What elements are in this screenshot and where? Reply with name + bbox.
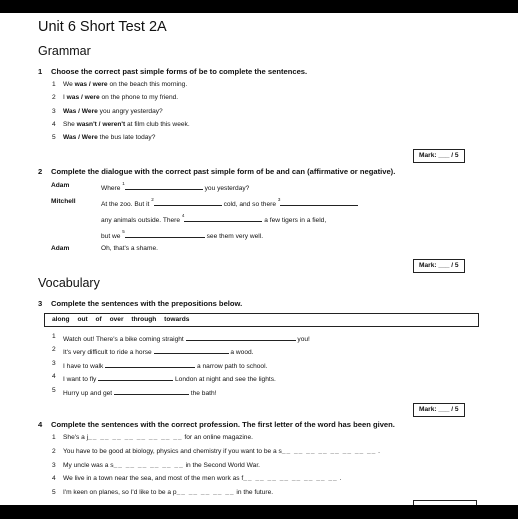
answer-blank[interactable] [154, 346, 229, 354]
choice-options[interactable]: was / were [74, 81, 108, 88]
item-number: 3 [52, 107, 56, 115]
item-number: 4 [52, 475, 56, 483]
q1-sentence [63, 134, 155, 141]
letter-blanks[interactable]: __ __ __ __ __ [176, 489, 235, 497]
item-number: 4 [52, 373, 56, 381]
question-1-mark-box: Mark: ___ / 5 [413, 149, 465, 163]
item-number: 5 [52, 386, 56, 394]
dialogue-text: cold, and so there [221, 201, 278, 208]
choice-options[interactable]: Was / Were [63, 107, 98, 115]
word-along: along [52, 316, 70, 323]
dialogue-line-3 [101, 214, 326, 224]
item-number: 1 [52, 434, 56, 441]
dialogue-line-4 [101, 230, 263, 240]
sentence-text: the bus late today? [97, 134, 156, 142]
question-3-mark-box: Mark: ___ / 5 [413, 403, 465, 417]
word-over: over [109, 316, 124, 323]
speaker-adam: Adam [51, 245, 70, 252]
item-number: 3 [52, 461, 56, 469]
worksheet-page [0, 13, 518, 505]
choice-options[interactable]: Was / Were [63, 134, 98, 142]
q3-sentence [63, 373, 276, 383]
question-3-number: 3 [38, 299, 43, 308]
choice-options[interactable]: was / were [66, 94, 100, 102]
item-number: 1 [52, 81, 56, 88]
sentence-text: for an online magazine. [182, 434, 253, 441]
word-through: through [131, 316, 157, 323]
sentence-text: in the Second World War. [183, 461, 260, 469]
question-1-number: 1 [38, 67, 43, 76]
dialogue-line-2 [101, 198, 358, 208]
q4-sentence [63, 489, 273, 496]
gap-number: 2 [151, 197, 154, 202]
q1-sentence [63, 81, 187, 88]
dialogue-line-5: Oh, that's a shame. [101, 245, 158, 252]
sentence-text: She [63, 120, 77, 128]
dialogue-text: any animals outside. There [101, 217, 182, 224]
gap-number: 3 [277, 197, 281, 202]
speaker-adam: Adam [51, 182, 70, 189]
gap-number: 5 [122, 229, 125, 234]
q4-sentence [63, 448, 380, 455]
q3-sentence [63, 333, 310, 343]
sentence-text: She's a j [63, 434, 89, 441]
page-title: Unit 6 Short Test 2A [38, 19, 167, 35]
speaker-mitchell: Mitchell [51, 198, 76, 205]
question-4-instruction: Complete the sentences with the correct profession. The first letter of the word has been given. [51, 420, 395, 429]
item-number: 2 [52, 346, 56, 354]
sentence-text: . [376, 447, 380, 455]
section-grammar-heading: Grammar [38, 44, 91, 58]
sentence-text: I want to fly [63, 376, 99, 384]
answer-blank[interactable] [114, 387, 189, 395]
sentence-text: You have to be good at biology, physics and chemistry if you want to be a s [63, 447, 282, 455]
sentence-text: We live in a town near the sea, and most of the men work as f [63, 475, 244, 483]
sentence-text: you angry yesterday? [97, 107, 163, 115]
item-number: 5 [52, 134, 56, 142]
sentence-text: I have to walk [63, 362, 106, 370]
question-2-number: 2 [38, 167, 43, 176]
sentence-text: I [63, 94, 67, 102]
answer-blank[interactable] [98, 373, 173, 381]
sentence-text: on the beach this morning. [107, 81, 188, 88]
answer-blank[interactable] [125, 230, 205, 238]
item-number: 3 [52, 359, 56, 367]
dialogue-text: At the zoo. But it [101, 201, 152, 208]
word-box [44, 313, 479, 327]
sentence-text: Hurry up and get [63, 389, 114, 397]
question-4-mark-box-partial [413, 500, 477, 505]
sentence-text: you! [295, 336, 310, 343]
gap-number: 1 [122, 181, 125, 186]
q4-sentence [63, 434, 253, 441]
dialogue-text: you yesterday? [202, 185, 250, 192]
sentence-text: the bath! [188, 389, 217, 397]
letter-blanks[interactable]: __ __ __ __ __ __ [113, 461, 184, 469]
sentence-text: Watch out! There's a bike coming straight [63, 336, 186, 343]
gap-number: 4 [181, 213, 185, 218]
sentence-text: It's very difficult to ride a horse [63, 349, 154, 357]
sentence-text: in the future. [234, 489, 274, 497]
question-2-mark-box: Mark: ___ / 5 [413, 259, 465, 273]
q1-sentence [63, 108, 163, 115]
letter-blanks[interactable]: __ __ __ __ __ __ __ __ [88, 434, 183, 441]
answer-blank[interactable] [105, 360, 195, 368]
q3-sentence [63, 387, 216, 397]
item-number: 4 [52, 120, 56, 128]
letter-blanks[interactable]: __ __ __ __ __ __ __ __ [243, 475, 338, 483]
letter-blanks[interactable]: __ __ __ __ __ __ __ __ [281, 447, 377, 455]
sentence-text: We [63, 81, 75, 88]
sentence-text: . [337, 475, 342, 483]
answer-blank[interactable] [181, 213, 262, 222]
sentence-text: a wood. [228, 349, 254, 357]
question-1-instruction: Choose the correct past simple forms of be to complete the sentences. [51, 67, 308, 76]
dialogue-text: a few tigers in a field, [262, 217, 327, 224]
item-number: 5 [52, 489, 56, 497]
q3-sentence [63, 360, 267, 370]
q1-sentence [63, 94, 178, 101]
sentence-text: at film club this week. [125, 120, 190, 128]
dialogue-line-1 [101, 182, 249, 192]
sentence-text: a narrow path to school. [195, 362, 268, 370]
sentence-text: London at night and see the lights. [173, 376, 276, 384]
question-2-instruction: Complete the dialogue with the correct past simple form of be and can (affirmative or negative). [51, 167, 396, 176]
item-number: 1 [52, 333, 56, 340]
item-number: 2 [52, 94, 56, 102]
q4-sentence [63, 462, 260, 469]
sentence-text: My uncle was a s [63, 461, 114, 469]
sentence-text: I'm keen on planes, so I'd like to be a p [63, 489, 177, 497]
word-out-of: out of [77, 316, 102, 323]
dialogue-text: Where [101, 185, 123, 192]
sentence-text: on the phone to my friend. [99, 94, 179, 102]
word-towards: towards [164, 316, 190, 323]
answer-blank[interactable] [186, 333, 296, 341]
section-vocabulary-heading: Vocabulary [38, 276, 100, 290]
question-4-number: 4 [38, 420, 43, 429]
q1-sentence [63, 121, 190, 128]
q3-sentence [63, 346, 254, 356]
item-number: 2 [52, 447, 56, 455]
answer-blank[interactable] [154, 198, 222, 206]
choice-options[interactable]: wasn't / weren't [76, 120, 126, 128]
answer-blank[interactable] [277, 197, 358, 206]
dialogue-text: see them very well. [204, 233, 264, 240]
q4-sentence [63, 475, 341, 482]
question-3-instruction: Complete the sentences with the prepositions below. [51, 299, 243, 308]
dialogue-text: but we [101, 233, 123, 240]
answer-blank[interactable] [125, 182, 203, 190]
